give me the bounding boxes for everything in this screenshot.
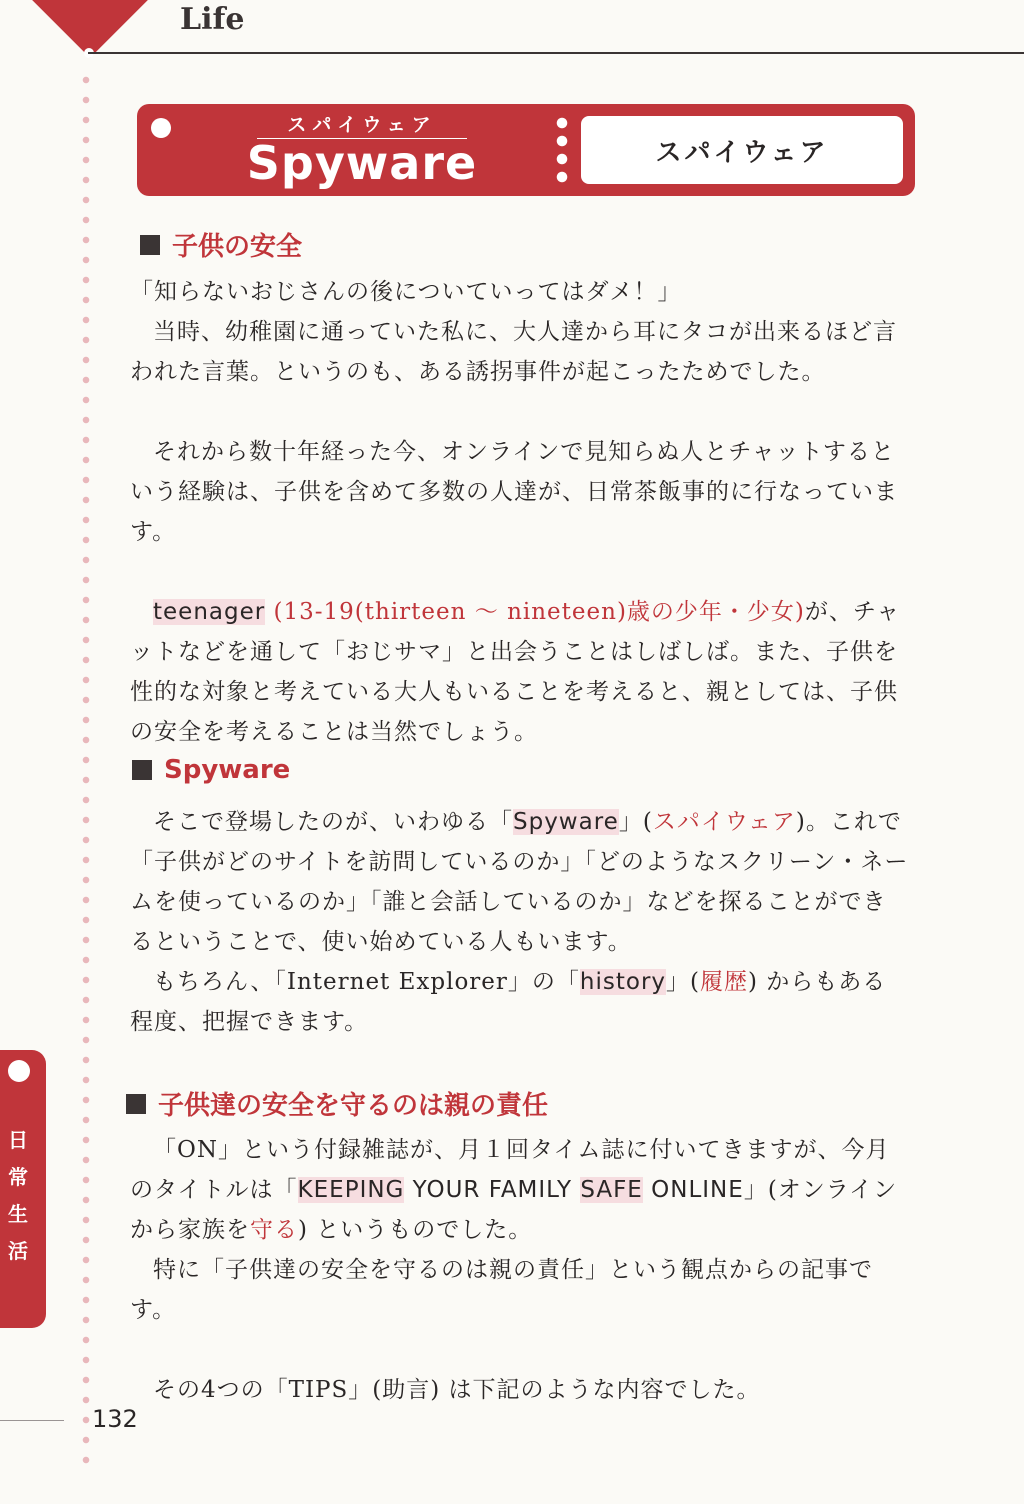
running-head: Life	[180, 2, 245, 37]
page-number: 132	[92, 1405, 138, 1433]
side-tab-char: 常	[8, 1165, 28, 1189]
text-run: 「ON」という付録雑誌が、月１回タイム誌に付いてきますが、今月のタイトルは「	[130, 1137, 890, 1203]
section-body-spyware	[130, 802, 910, 1042]
paragraph	[130, 962, 910, 1042]
heading-square-icon	[132, 760, 152, 780]
term-gloss: スパイウェア	[652, 809, 796, 835]
heading-square-icon	[126, 1094, 146, 1114]
text-run: もちろん、「Internet Explorer」の「	[153, 969, 580, 995]
text-run: ) からもある程度、把握できます。	[130, 969, 887, 1035]
side-tab-char: 日	[8, 1128, 28, 1152]
text-run: )。これで「子供がどのサイトを訪問しているのか」「どのようなスクリーン・ネームを使っているのか」「誰と会話しているのか」などを探ることができるということで、使い始めている人もいます。	[130, 809, 909, 955]
text-run: YOUR FAMILY	[404, 1177, 581, 1203]
section-heading-text: 子供達の安全を守るのは親の責任	[158, 1091, 549, 1121]
term-spyware: Spyware	[513, 809, 619, 835]
section-body-child-safety	[130, 272, 910, 752]
text-run: 」(	[618, 809, 653, 835]
paragraph	[130, 1130, 910, 1250]
banner-dot	[151, 118, 171, 138]
section-body-parent-responsibility	[130, 1130, 910, 1410]
paragraph: 当時、幼稚園に通っていた私に、大人達から耳にタコが出来るほど言われた言葉。というのも、ある誘拐事件が起こったためでした。	[130, 319, 897, 385]
term-safe: SAFE	[580, 1177, 643, 1203]
term-keeping: KEEPING	[297, 1177, 405, 1203]
chapter-side-tab	[0, 1050, 46, 1328]
side-tab-char: 生	[8, 1202, 28, 1226]
text-run: 」(オンラインから家族を	[130, 1177, 898, 1243]
paragraph: それから数十年経った今、オンラインで見知らぬ人とチャットするという経験は、子供を含めて多数の人達が、日常茶飯事的に行なっています。	[130, 439, 898, 545]
side-tab-char: 活	[8, 1239, 28, 1263]
header-rule	[88, 52, 1024, 54]
section-heading-child-safety	[140, 226, 302, 263]
paragraph-teenager	[130, 592, 910, 752]
term-mamoru: 守る	[250, 1217, 298, 1243]
banner-title: Spyware	[246, 136, 478, 190]
paragraph-rest: が、チャットなどを通して「おじサマ」と出会うことはしばしば。また、子供を性的な対象と考えている大人もいることを考えると、親としては、子供の安全を考えることは当然でしょう。	[130, 599, 901, 745]
banner-kana: スパイウェア	[287, 114, 437, 136]
section-heading-spyware	[132, 755, 290, 785]
footer-rule	[0, 1420, 64, 1421]
paragraph: 「知らないおじさんの後についていってはダメ！」	[130, 279, 682, 305]
paragraph	[130, 802, 910, 962]
section-heading-text: Spyware	[164, 755, 291, 785]
paragraph: 特に「子供達の安全を守るのは親の責任」という観点からの記事です。	[130, 1257, 873, 1323]
text-run: ) というものでした。	[298, 1217, 533, 1243]
term-teenager: teenager	[153, 599, 266, 625]
term-history: history	[579, 969, 667, 995]
text-run: そこで登場したのが、いわゆる「	[153, 809, 513, 835]
term-gloss: 履歴	[700, 969, 748, 995]
margin-dot-column	[80, 70, 92, 1470]
term-gloss: (13-19(thirteen ～ nineteen)歳の少年・少女)	[273, 599, 805, 625]
paragraph: その4つの「TIPS」(助言) は下記のような内容でした。	[153, 1377, 761, 1403]
banner-separator	[555, 114, 569, 186]
section-heading-parent-responsibility	[126, 1085, 548, 1122]
side-tab-dot	[8, 1060, 30, 1082]
section-heading-text: 子供の安全	[172, 232, 303, 262]
text-run: 」(	[666, 969, 700, 995]
chapter-banner	[137, 104, 915, 196]
text-run: ONLINE	[642, 1177, 744, 1203]
heading-square-icon	[140, 235, 160, 255]
banner-translation: スパイウェア	[581, 116, 903, 184]
side-tab-label	[6, 1122, 30, 1270]
